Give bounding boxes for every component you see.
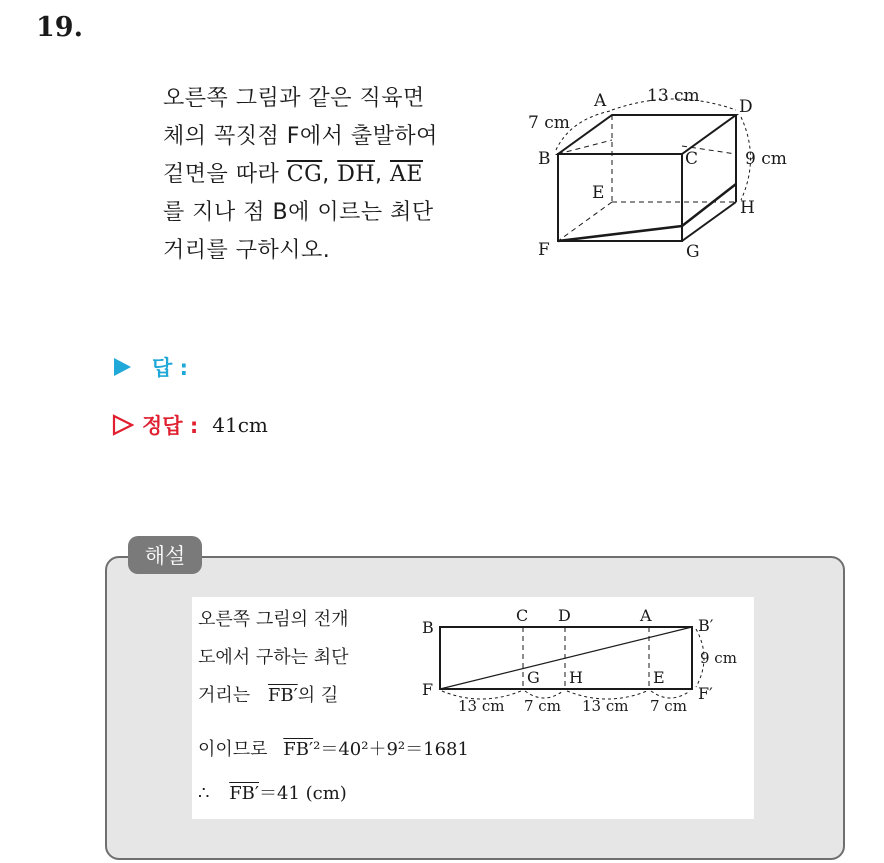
problem-line-2: 체의 꼭짓점 F에서 출발하여 <box>163 124 438 149</box>
solution-line-3-prefix: 거리는 <box>198 685 251 706</box>
comma-1: , <box>322 162 330 187</box>
segment-cg: $\overline{CG}$ <box>286 162 323 187</box>
net-label-f-prime: F′ <box>698 684 713 703</box>
problem-line-3 <box>163 156 508 194</box>
problem-line-1: 오른쪽 그림과 같은 직육면 <box>163 86 425 111</box>
net-dim-right: 9 cm <box>700 649 737 667</box>
label-d: D <box>739 97 753 117</box>
solution-line-3-suffix: 의 길 <box>297 685 339 706</box>
solution-line-4-prefix: 이이므로 <box>198 739 268 760</box>
solution-line-2: 도에서 구하는 최단 <box>198 647 349 668</box>
correct-answer-row <box>112 410 268 440</box>
net-label-g: G <box>527 668 540 687</box>
label-a: A <box>594 91 607 111</box>
net-dim-4: 7 cm <box>650 697 687 715</box>
equation-1-rhs: ²＝40²＋9²＝1681 <box>313 739 469 760</box>
net-label-e: E <box>653 668 665 687</box>
cuboid-figure <box>520 80 795 265</box>
net-dim-1: 13 cm <box>458 697 505 715</box>
solution-equation-1 <box>198 735 469 761</box>
solution-equation-2 <box>198 779 347 805</box>
solution-text <box>198 601 408 715</box>
correct-answer-value: 41cm <box>212 413 268 437</box>
problem-line-3-prefix: 겉면을 따라 <box>163 162 280 187</box>
dim-right: 9 cm <box>745 149 787 169</box>
label-h: H <box>740 198 755 218</box>
correct-answer-label: 정답 : <box>142 414 199 438</box>
label-c: C <box>685 149 699 169</box>
outline-triangle-icon <box>112 414 134 436</box>
segment-fb-prime-2: FB′ <box>283 739 314 760</box>
comma-2: , <box>375 162 383 187</box>
solution-line-3 <box>198 677 408 715</box>
solution-card <box>192 597 754 819</box>
net-label-h: H <box>569 668 583 687</box>
path-fg <box>558 226 682 241</box>
edge-hg <box>682 202 736 241</box>
net-label-b-prime: B′ <box>698 616 714 635</box>
path-gh <box>682 184 736 226</box>
segment-dh: $\overline{DH}$ <box>337 162 376 187</box>
problem-text <box>163 80 508 270</box>
solution-tag: 해설 <box>128 536 202 574</box>
net-label-a: A <box>640 606 652 625</box>
segment-fb-prime-3: FB′ <box>229 783 259 804</box>
solution-line-1: 오른쪽 그림의 전개 <box>198 609 349 630</box>
problem-line-5: 거리를 구하시오. <box>163 238 331 263</box>
label-g: G <box>686 242 700 262</box>
dim-top: 13 cm <box>647 86 700 106</box>
play-triangle-icon <box>112 357 132 377</box>
problem-line-4: 를 지나 점 B에 이르는 최단 <box>163 200 434 225</box>
net-dim-3: 13 cm <box>582 697 629 715</box>
question-number: 19. <box>36 12 83 43</box>
net-dim-2: 7 cm <box>524 697 561 715</box>
answer-label: 답 : <box>152 356 188 380</box>
segment-fb-prime: FB′ <box>267 685 298 706</box>
net-label-c: C <box>516 606 529 625</box>
equation-2-rhs: ＝41 (cm) <box>259 783 347 804</box>
label-e: E <box>592 183 605 203</box>
net-label-f: F <box>422 680 434 699</box>
therefore-symbol: ∴ <box>198 783 210 804</box>
label-b: B <box>538 149 551 169</box>
segment-ae: $\overline{AE}$ <box>390 162 423 187</box>
net-label-b: B <box>422 618 434 637</box>
net-label-d: D <box>558 606 571 625</box>
dim-left: 7 cm <box>528 113 570 133</box>
label-f: F <box>538 240 550 260</box>
answer-row <box>112 352 188 382</box>
net-figure <box>420 603 750 715</box>
top-face <box>558 115 736 154</box>
